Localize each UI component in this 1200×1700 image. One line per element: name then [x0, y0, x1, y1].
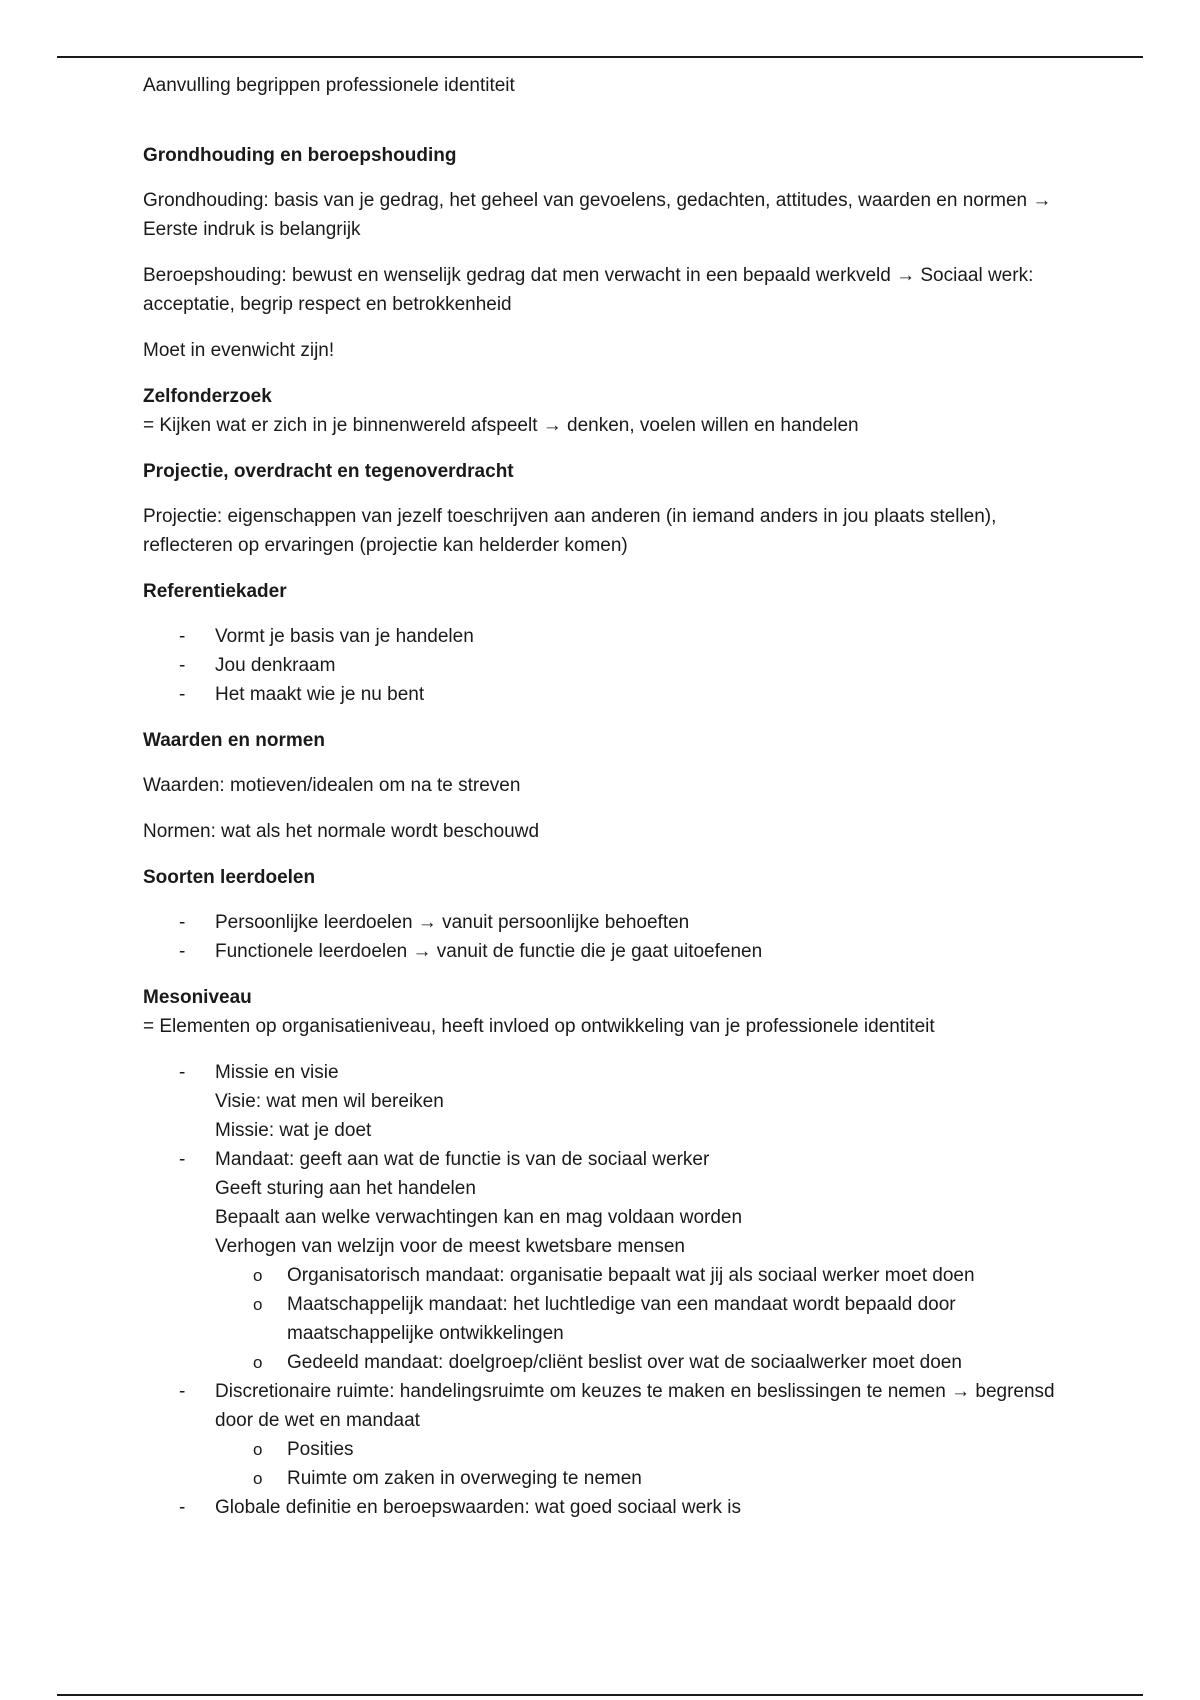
- heading-mesoniveau: Mesoniveau: [143, 987, 252, 1008]
- sublist-item: o Organisatorisch mandaat: organisatie bepaalt wat jij als sociaal werker moet doen: [143, 1261, 1073, 1290]
- heading-zelfonderzoek: Zelfonderzoek: [143, 386, 272, 407]
- paragraph-mesoniveau: = Elementen op organisatieniveau, heeft invloed op ontwikkeling van je professionele identiteit: [143, 1016, 935, 1037]
- list-item: - Functionele leerdoelen → vanuit de functie die je gaat uitoefenen: [143, 937, 1073, 966]
- paragraph-waarden: Waarden: motieven/idealen om na te streven: [143, 775, 521, 796]
- document-body: [143, 71, 1073, 1539]
- sublist-item: o Posities: [143, 1435, 1073, 1464]
- heading-waarden-normen: Waarden en normen: [143, 730, 325, 751]
- list-item-line: - Mandaat: geeft aan wat de functie is van de sociaal werker: [215, 1149, 710, 1170]
- list-item-line: - Discretionaire ruimte: handelingsruimte om keuzes te maken en beslissingen te nemen → begrensd door de wet en mandaat: [215, 1381, 1055, 1431]
- paragraph-zelfonderzoek: = Kijken wat er zich in je binnenwereld afspeelt → denken, voelen willen en handelen: [143, 415, 859, 436]
- list-item-line: - Missie en visie: [215, 1062, 339, 1083]
- sublist-item: o Gedeeld mandaat: doelgroep/cliënt beslist over wat de sociaalwerker moet doen: [143, 1348, 1073, 1377]
- paragraph-beroepshouding: Beroepshouding: bewust en wenselijk gedrag dat men verwacht in een bepaald werkveld → Sociaal werk: acceptatie, begrip respect en betrokkenheid: [143, 265, 1034, 315]
- paragraph-projectie: Projectie: eigenschappen van jezelf toeschrijven aan anderen (in iemand anders in jou plaats stellen), reflecteren op ervaringen (projectie kan helderder komen): [143, 506, 997, 556]
- list-item-discretionaire-ruimte: [143, 1377, 1073, 1493]
- document-title: Aanvulling begrippen professionele identiteit: [143, 75, 515, 96]
- list-item-missie-visie: [143, 1058, 1073, 1145]
- list-item: - Het maakt wie je nu bent: [143, 680, 1073, 709]
- list-item-line: Bepaalt aan welke verwachtingen kan en mag voldaan worden: [215, 1207, 743, 1228]
- list-item-line: Missie: wat je doet: [215, 1120, 372, 1141]
- list-item: - Vormt je basis van je handelen: [143, 622, 1073, 651]
- sublist-mandaat: [215, 1261, 1073, 1377]
- sublist-item: o Maatschappelijk mandaat: het luchtledige van een mandaat wordt bepaald door maatschappelijke ontwikkelingen: [143, 1290, 1073, 1348]
- heading-grondhouding: Grondhouding en beroepshouding: [143, 145, 457, 166]
- list-referentiekader: [143, 622, 1073, 709]
- heading-leerdoelen: Soorten leerdoelen: [143, 867, 316, 888]
- heading-projectie: Projectie, overdracht en tegenoverdracht: [143, 461, 514, 482]
- heading-referentiekader: Referentiekader: [143, 581, 287, 602]
- paragraph-evenwicht: Moet in evenwicht zijn!: [143, 340, 335, 361]
- sublist-item: o Ruimte om zaken in overweging te nemen: [143, 1464, 1073, 1493]
- list-item-line: Visie: wat men wil bereiken: [215, 1091, 444, 1112]
- list-item-mandaat: [143, 1145, 1073, 1377]
- paragraph-normen: Normen: wat als het normale wordt beschouwd: [143, 821, 540, 842]
- footer-rule: [57, 1694, 1143, 1696]
- list-item: - Persoonlijke leerdoelen → vanuit persoonlijke behoeften: [143, 908, 1073, 937]
- paragraph-grondhouding: Grondhouding: basis van je gedrag, het geheel van gevoelens, gedachten, attitudes, waarden en normen → Eerste indruk is belangrijk: [143, 190, 1052, 240]
- list-item-line: Geeft sturing aan het handelen: [215, 1178, 476, 1199]
- list-mesoniveau: [143, 1058, 1073, 1522]
- list-item: - Jou denkraam: [143, 651, 1073, 680]
- sublist-ruimte: [215, 1435, 1073, 1493]
- header-rule: [57, 56, 1143, 58]
- list-item-line: Verhogen van welzijn voor de meest kwetsbare mensen: [215, 1236, 685, 1257]
- list-item-globale-definitie: - Globale definitie en beroepswaarden: wat goed sociaal werk is: [143, 1493, 1073, 1522]
- list-leerdoelen: [143, 908, 1073, 966]
